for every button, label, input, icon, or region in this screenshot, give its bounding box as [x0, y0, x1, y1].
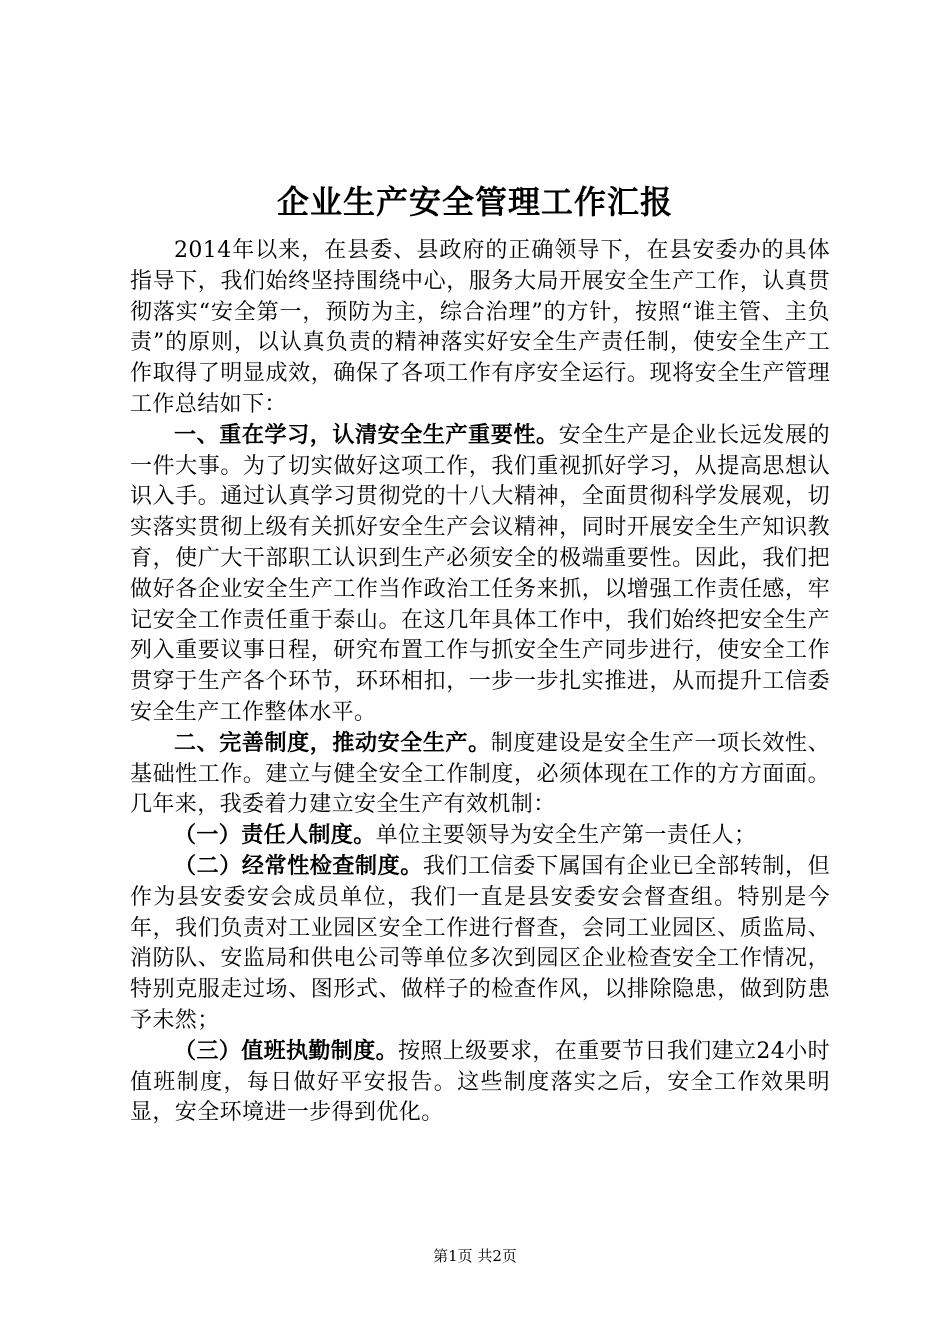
item-2-heading: （二）经常性检查制度。 — [174, 853, 423, 879]
section-2-text: 制度建设是安全生产一项长效性、基础性工作。建立与健全安全工作制度，必须体现在工作的方方面面。几年来，我委着力建立安全生产有效机制： — [130, 730, 830, 818]
document-body — [130, 236, 830, 1129]
item-3-text: 按照上级要求，在重要节日我们建立24小时值班制度，每日做好平安报告。这些制度落实之后，安全工作效果明显，安全环境进一步得到优化。 — [130, 1038, 831, 1126]
document-title: 企业生产安全管理工作汇报 — [276, 183, 673, 221]
item-3-paragraph — [130, 1037, 830, 1129]
section-1-paragraph — [130, 421, 830, 729]
intro-paragraph: 2014年以来，在县委、县政府的正确领导下，在县安委办的具体指导下，我们始终坚持围绕中心，服务大局开展安全生产工作，认真贯彻落实“安全第一，预防为主，综合治理”的方针，按照“谁主管、主负责”的原则，以认真负责的精神落实好安全生产责任制，使安全生产工作取得了明显成效，确保了各项工作有序安全运行。现将安全生产管理工作总结如下： — [130, 238, 830, 417]
item-2-paragraph — [130, 852, 830, 1037]
section-2-paragraph — [130, 729, 830, 821]
item-3-heading: （三）值班执勤制度。 — [174, 1038, 399, 1064]
item-1-heading: （一）责任人制度。 — [174, 823, 376, 849]
section-1-text: 安全生产是企业长远发展的一件大事。为了切实做好这项工作，我们重视抓好学习，从提高思想认识入手。通过认真学习贯彻党的十八大精神，全面贯彻科学发展观，切实落实贯彻上级有关抓好安全生产会议精神，同时开展安全生产知识教育，使广大干部职工认识到生产必须安全的极端重要性。因此，我们把做好各企业安全生产工作当作政治工任务来抓，以增强工作责任感，牢记安全工作责任重于泰山。在这几年具体工作中，我们始终把安全生产列入重要议事日程，研究布置工作与抓安全生产同步进行，使安全工作贯穿于生产各个环节，环环相扣，一步一步扎实推进，从而提升工信委安全生产工作整体水平。 — [130, 422, 830, 725]
section-2-heading: 二、完善制度，推动安全生产。 — [174, 730, 491, 756]
item-1-text: 单位主要领导为安全生产第一责任人； — [375, 823, 757, 849]
page-number-footer: 第1页 共2页 — [433, 1247, 517, 1265]
item-2-text: 我们工信委下属国有企业已全部转制，但作为县安委安会成员单位，我们一直是县安委安会督查组。特别是今年，我们负责对工业园区安全工作进行督查，会同工业园区、质监局、消防队、安监局和供电公司等单位多次到园区企业检查安全工作情况，特别克服走过场、图形式、做样子的检查作风，以排除隐患，做到防患予未然； — [130, 853, 831, 1033]
item-1-paragraph — [130, 821, 830, 852]
section-1-heading: 一、重在学习，认清安全生产重要性。 — [174, 422, 559, 448]
